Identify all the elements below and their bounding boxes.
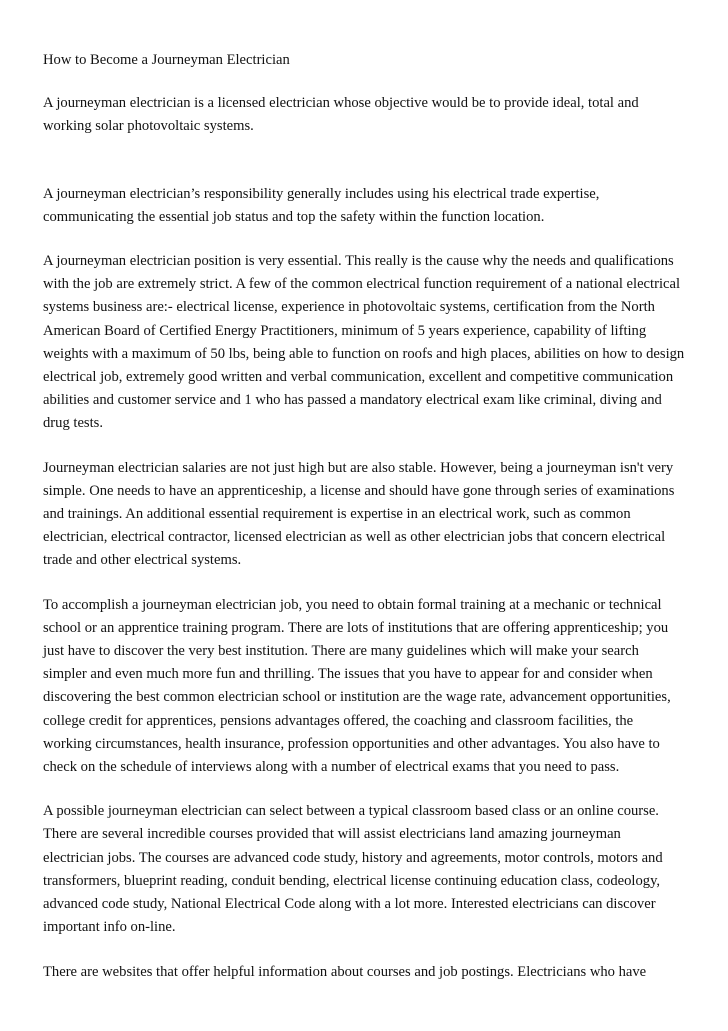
paragraph: Journeyman electrician salaries are not just high but are also stable. However, being a journeyman isn't very simple. One needs to have an apprenticeship, a license and should have gone through series of examinations and trainings. An additional essential requirement is expertise in an electrical work, such as common electrician, electrical contractor, licensed electrician as well as other electrician jobs that concern electrical trade and other electrical systems. <box>43 459 675 569</box>
document-body <box>43 49 685 1005</box>
document-title: How to Become a Journeyman Electrician <box>43 52 290 68</box>
paragraph: There are websites that offer helpful information about courses and job postings. Electricians who have <box>43 963 647 980</box>
paragraph: A journeyman electrician position is very essential. This really is the cause why the needs and qualifications with the job are extremely strict. A few of the common electrical function requirement of a national electrical systems business are:- electrical license, experience in photovoltaic systems, certification from the North American Board of Certified Energy Practitioners, minimum of 5 years experience, capability of lifting weights with a maximum of 50 lbs, being able to function on roofs and high places, abilities on how to design electrical job, extremely good written and verbal communication, excellent and competitive communication abilities and customer service and 1 who has passed a mandatory electrical exam like criminal, diving and drug tests. <box>43 253 685 432</box>
paragraph: A journeyman electrician is a licensed electrician whose objective would be to provide ideal, total and working solar photovoltaic systems. <box>43 95 639 135</box>
paragraph: A journeyman electrician’s responsibility generally includes using his electrical trade expertise, communicating the essential job status and top the safety within the function location. <box>43 185 600 225</box>
paragraph: A possible journeyman electrician can select between a typical classroom based class or an online course. There are several incredible courses provided that will assist electricians land amazing journeyman electrician jobs. The courses are advanced code study, history and agreements, motor controls, motors and transformers, blueprint reading, conduit bending, electrical license continuing education class, codeology, advanced code study, National Electrical Code along with a lot more. Interested electricians can discover important info on-line. <box>43 803 663 936</box>
paragraph: To accomplish a journeyman electrician job, you need to obtain formal training at a mechanic or technical school or an apprentice training program. There are lots of institutions that are offering apprenticeship; you just have to discover the very best institution. There are many guidelines which will make your search simpler and even much more fun and thrilling. The issues that you have to appear for and consider when discovering the best common electrician school or institution are the wage rate, advancement opportunities, college credit for apprentices, pensions advantages offered, the coaching and classroom facilities, the working circumstances, health insurance, profession opportunities and other advantages. You also have to check on the schedule of interviews along with a number of electrical exams that you need to pass. <box>43 596 671 776</box>
